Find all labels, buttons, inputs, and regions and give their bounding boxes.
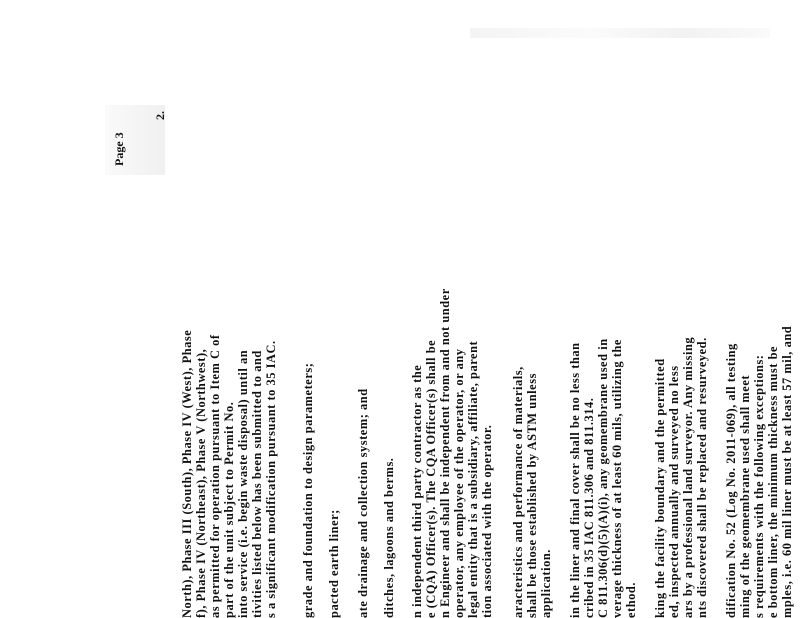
- text-line: ming of the geomembrane used shall meet: [738, 374, 752, 618]
- section-number: 2.: [153, 111, 167, 120]
- text-line: into service (i.e. begin waste disposal) until an: [236, 349, 250, 618]
- text-line: f), Phase IV (Northeast), Phase V (Northwest),: [194, 348, 208, 618]
- text-line: ed, inspected annually and surveyed no less: [667, 365, 681, 618]
- text-line: cribed in 35 IAC 811.306 and 811.314.: [582, 397, 596, 618]
- text-line: nts discovered shall be replaced and resurveyed.: [695, 337, 709, 618]
- page-label: Page 3: [112, 132, 126, 166]
- text-line: pacted earth liner;: [327, 509, 341, 618]
- text-line: North), Phase III (South), Phase IV (West), Phase: [180, 329, 194, 618]
- text-line: s requirements with the following exceptions:: [752, 354, 766, 618]
- text-line: verage thickness of at least 60 mils, utilizing the: [610, 339, 624, 618]
- text-line: aracteristics and performance of materials,: [511, 366, 525, 618]
- text-line: part of the unit subject to Permit No.: [222, 401, 236, 618]
- text-line: shall be those established by ASTM unless: [525, 373, 539, 618]
- text-line: tivities listed below has been submitted to and: [250, 350, 264, 618]
- text-line: grade and foundation to design parameters;: [301, 362, 315, 618]
- text-line: tion associated with the operator.: [480, 424, 494, 618]
- text-line: operator, any employee of the operator, or any: [452, 348, 466, 618]
- text-line: ethod.: [624, 581, 638, 618]
- text-line: e bottom liner, the minimum thickness must be: [766, 345, 780, 618]
- text-line: e (CQA) Officer(s). The CQA Officer(s) shall be: [424, 339, 438, 618]
- text-line: s a significant modification pursuant to 35 IAC.: [264, 340, 278, 618]
- text-line: ditches, lagoons and berms.: [382, 457, 396, 618]
- text-line: ate drainage and collection system; and: [356, 388, 370, 618]
- text-line: mples, i.e. 60 mil liner must be at least 57 mil, and: [780, 325, 794, 618]
- scan-artifact-strip: [470, 28, 770, 38]
- text-line: as permitted for operation pursuant to Item C of: [208, 334, 222, 618]
- text-line: ars by a professional land surveyor. Any missing: [681, 336, 695, 618]
- text-line: n independent third party contractor as the: [410, 364, 424, 618]
- text-line: n Engineer and shall be independent from and not under: [438, 288, 452, 618]
- text-line: dification No. 52 (Log No. 2011-069), all testing: [724, 343, 738, 618]
- text-line: king the facility boundary and the permitted: [653, 358, 667, 618]
- text-line: C 811.306(d)(5)(A)(i), any geomembrane used in: [596, 338, 610, 618]
- text-line: legal entity that is a subsidiary, affiliate, parent: [466, 340, 480, 618]
- text-line: in the liner and final cover shall be no less than: [568, 342, 582, 618]
- text-line: application.: [539, 549, 553, 618]
